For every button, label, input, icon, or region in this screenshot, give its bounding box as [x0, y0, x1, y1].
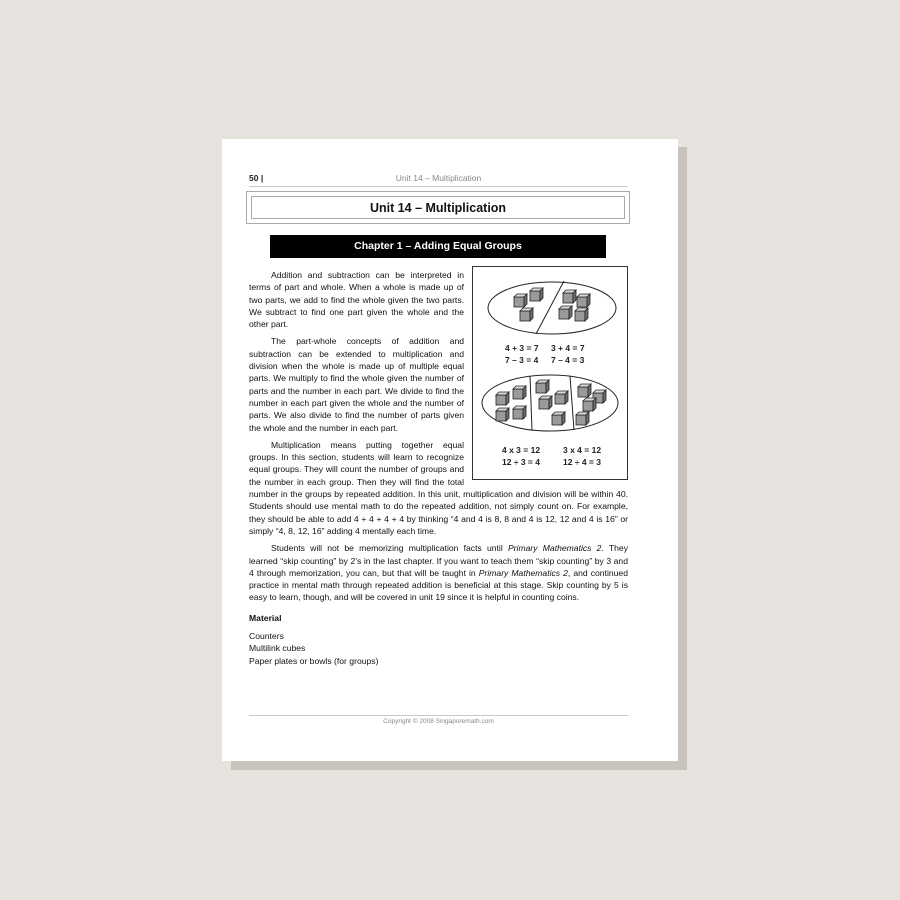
cube-icon — [520, 308, 533, 321]
cube-icon — [555, 391, 568, 404]
cube-icon — [513, 406, 526, 419]
document-page — [222, 139, 678, 761]
paragraph-4 — [249, 542, 628, 603]
running-header — [249, 172, 628, 187]
unit-title-box — [246, 191, 630, 224]
material-heading: Material — [249, 612, 282, 623]
equation-3-plus-4: 3 + 4 = 7 — [551, 343, 585, 353]
cube-icon — [496, 392, 509, 405]
cube-icon — [576, 412, 589, 425]
cube-icon — [559, 306, 572, 319]
body-text — [249, 269, 628, 667]
p4-text-a: Students will not be memorizing multiplication facts until — [271, 543, 508, 554]
cube-icon — [583, 398, 596, 411]
material-item: Multilink cubes — [249, 643, 306, 654]
cube-icon — [563, 290, 576, 303]
p4-book-title-2: Primary Mathematics 2 — [478, 567, 568, 578]
cube-icon — [513, 386, 526, 399]
cube-icon — [577, 294, 590, 307]
chapter-banner: Chapter 1 – Adding Equal Groups — [270, 235, 606, 258]
unit-title: Unit 14 – Multiplication — [251, 196, 625, 219]
material-item: Paper plates or bowls (for groups) — [249, 655, 379, 666]
equation-4-times-3: 4 x 3 = 12 — [502, 445, 541, 455]
material-item: Counters — [249, 631, 284, 642]
p4-book-title-1: Primary Mathematics 2 — [507, 543, 602, 554]
equation-3-times-4: 3 x 4 = 12 — [563, 445, 602, 455]
paragraph-1: Addition and subtraction can be interpreted in terms of part and whole. When a whole is made up of two parts, we add to find the whole given the two parts. We subtract to find one part given the whole and the other part. — [249, 270, 464, 330]
equation-4-plus-3: 4 + 3 = 7 — [505, 343, 539, 353]
cube-icon — [514, 294, 527, 307]
equation-12-div-4: 12 ÷ 4 = 3 — [563, 457, 601, 467]
running-title: Unit 14 – Multiplication — [395, 173, 482, 183]
paragraph-2: The part-whole concepts of addition and subtraction can be extended to multiplication and division when the whole is made up of multiple equal parts. We multiply to find the whole given the number of parts and the number in each part. We divide to find the number in each part given the whole and the number of parts. We also divide to find the number of parts given the whole and the number in each part. — [249, 336, 464, 433]
cube-icon — [536, 380, 549, 393]
equation-7-minus-3: 7 – 3 = 4 — [505, 355, 539, 365]
cube-icon — [578, 384, 591, 397]
groups-illustration — [473, 267, 629, 481]
part-whole-figure — [472, 266, 628, 480]
cube-icon — [539, 396, 552, 409]
page-number: 50 | — [249, 173, 264, 183]
paragraph-3: Multiplication means putting together equal groups. In this section, students will learn to recognize equal groups. They will count the number of groups and the number in each group. Then they will find the total number in the groups by repeated addition. In this unit, multiplication and division will be within 40. Students should use mental math to do the repeated addition, not simply count on. For example, they should be able to add 4 + 4 + 4 + 4 by thinking “4 and 4 is 8, 8 and 4 is 12, 12 and 4 is 16” or simply “4, 8, 12, 16” adding 4 mentally each time. — [249, 439, 628, 536]
p4-text-e: , and continued practice in mental math through repeated addition is beneficial at this stage. Skip counting by 5 is easy to learn, though, and will be covered in unit 19 since it is helpful in counting coins. — [249, 567, 628, 603]
equation-12-div-3: 12 ÷ 3 = 4 — [502, 457, 540, 467]
page-footer: Copyright © 2008 Singaporemath.com — [249, 715, 628, 725]
cube-icon — [530, 288, 543, 301]
cube-icon — [575, 308, 588, 321]
cube-icon — [496, 408, 509, 421]
p4-text-c: . They learned “skip counting” by 2’s in the last chapter. If you want to teach them “skip counting” by 3 and 4 through memorization, you can, but that will be taught in — [249, 543, 628, 578]
cube-icon — [552, 412, 565, 425]
material-list — [249, 630, 628, 667]
equation-7-minus-4: 7 – 4 = 3 — [551, 355, 585, 365]
